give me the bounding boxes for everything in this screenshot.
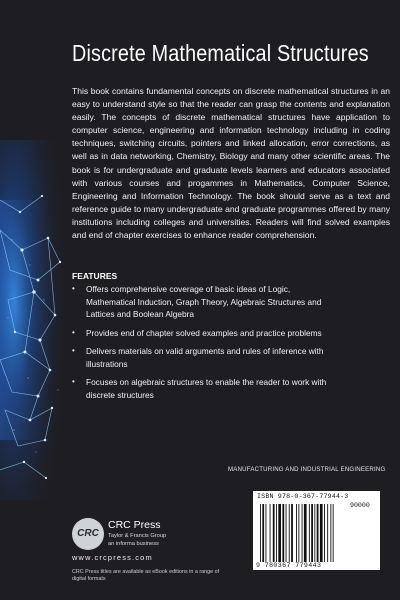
publisher-website: www.crcpress.com bbox=[72, 553, 153, 562]
publisher-informa: an informa business bbox=[108, 541, 159, 547]
price-code: 90000 bbox=[350, 502, 370, 509]
publisher-logo bbox=[72, 518, 212, 554]
feature-text: Offers comprehensive coverage of basic ideas of Logic, Mathematical Induction, Graph Theory, Algebraic Structures and Lattices and Boolean Algebra bbox=[86, 284, 322, 319]
bullet-icon: • bbox=[72, 284, 75, 293]
barcode-image bbox=[260, 504, 344, 562]
feature-text: Delivers materials on valid arguments and rules of inference with illustrations bbox=[86, 346, 324, 369]
feature-item bbox=[72, 327, 332, 340]
feature-item bbox=[72, 376, 332, 401]
subject-category: MANUFACTURING AND INDUSTRIAL ENGINEERING bbox=[228, 466, 386, 473]
features-heading: FEATURES bbox=[72, 271, 118, 281]
barcode-digits: 9 780367 779443 bbox=[256, 562, 322, 569]
features-list bbox=[72, 283, 332, 407]
bullet-icon: • bbox=[72, 377, 75, 386]
bullet-icon: • bbox=[72, 327, 75, 337]
publisher-group: Taylor & Francis Group bbox=[108, 533, 167, 539]
book-title: Discrete Mathematical Structures bbox=[72, 40, 369, 66]
feature-item bbox=[72, 283, 332, 321]
publisher-name: CRC Press bbox=[108, 519, 161, 531]
bullet-icon: • bbox=[72, 346, 75, 355]
feature-item bbox=[72, 345, 332, 370]
feature-text: Provides end of chapter solved examples and practice problems bbox=[86, 327, 322, 338]
isbn-text: ISBN 978-0-367-77944-3 bbox=[257, 493, 349, 500]
book-description: This book contains fundamental concepts on discrete mathematical structures in an easy to understand style so that the reader can grasp the contents and explanation easily. The concepts of discrete mathematical structures have application to computer science, engineering and information technology including in coding techniques, switching circuits, pointers and linked allocation, error corrections, as well as in data networking, Chemistry, Biology and many other scientific areas. The book is for undergraduate and graduate levels learners and educators associated with various courses and progammes in Mathematics, Computer Science, Engineering and Information Technology. The book should serve as a text and reference guide to many undergraduate and graduate programmes offered by many institutions including colleges and universities. Readers will find solved examples and end of chapter exercises to enhance reader comprehension. bbox=[72, 86, 390, 241]
ebook-note: CRC Press titles are available as eBook editions in a range of digital formats bbox=[72, 569, 220, 582]
feature-text: Focuses on algebraic structures to enable the reader to work with discrete structures bbox=[86, 377, 327, 400]
crc-logo-text: CRC bbox=[77, 528, 99, 539]
